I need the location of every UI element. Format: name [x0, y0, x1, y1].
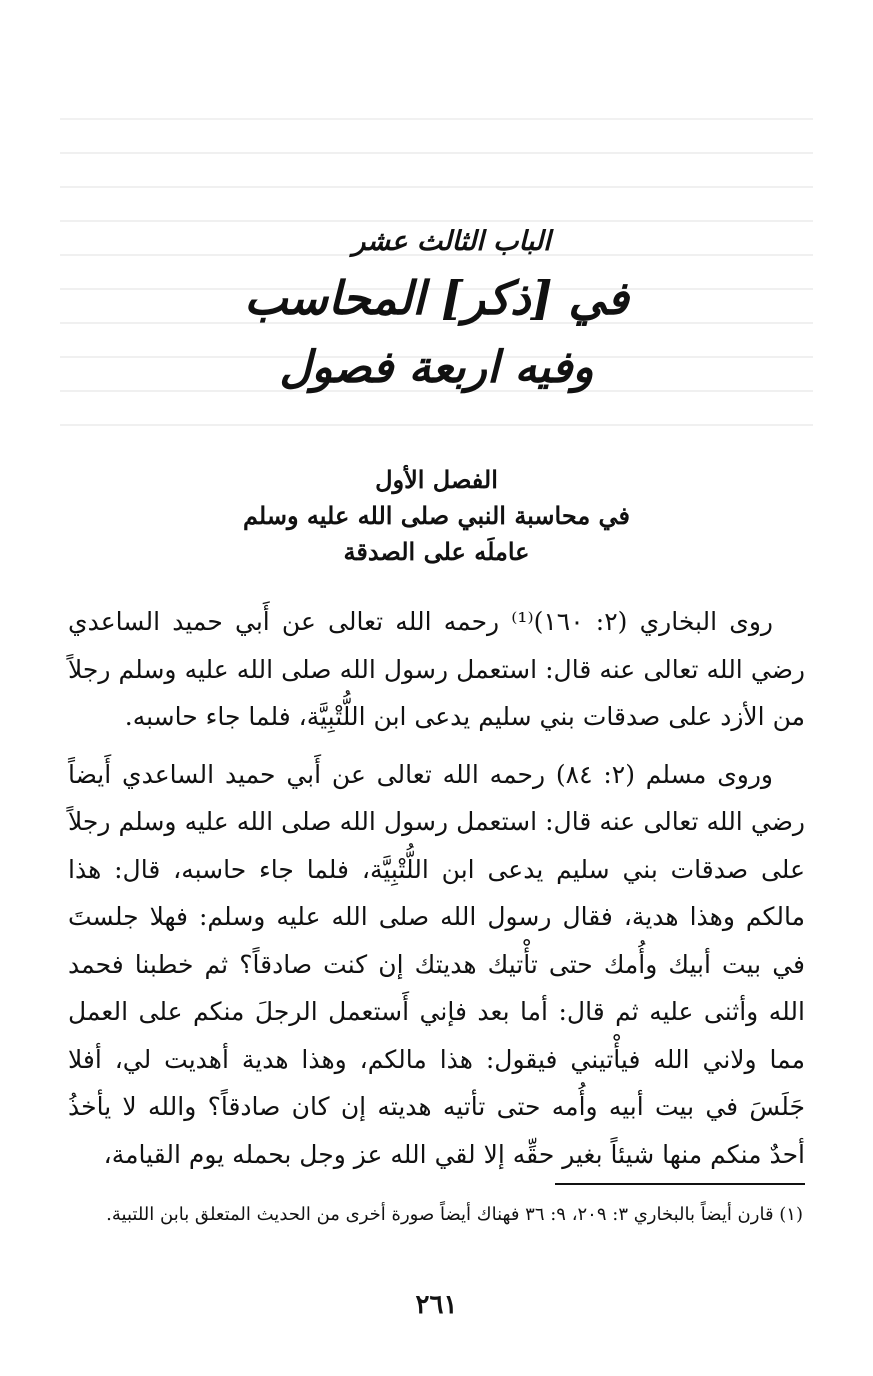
- section-heading: [0, 462, 873, 570]
- paragraph-muslim: وروى مسلم (٢: ٨٤) رحمه الله تعالى عن أَبي حميد الساعدي أَيضاً رضي الله تعالى عنه قال: استعمل رسول الله صلى الله عليه وسلم رجلاً على صدقات بني سليم يدعى ابن اللُّتْبِيَّة، فلما جاء حاسبه، قال: هذا مالكم وهذا هدية، فقال رسول الله صلى الله عليه وسلم: فهلا جلستَ في بيت أبيك وأُمك حتى تأْتيك هديتك إن كنت صادقاً؟ ثم خطبنا فحمد الله وأثنى عليه ثم قال: أما بعد فإني أَستعمل الرجلَ منكم على العمل مما ولاني الله فيأْتيني فيقول: هذا مالكم، وهذا هدية أهديت لي، أفلا جَلَسَ في بيت أبيه وأُمه حتى تأتيه هديته إن كان صادقاً؟ والله لا يأخذُ أحدٌ منكم منها شيئاً بغير حقِّه إلا لقي الله عز وجل بحمله يوم القيامة،: [68, 759, 805, 1169]
- section-label: الفصل الأول: [375, 465, 498, 494]
- chapter-subtitle: وفيه اربعة فصول: [279, 342, 594, 393]
- body-text: [68, 598, 805, 1178]
- section-title-line-2: عاملَه على الصدقة: [343, 537, 530, 566]
- chapter-title: في [ذكر] المحاسب: [244, 271, 629, 325]
- paragraph-bukhari: روى البخاري (٢: ١٦٠)⁽¹⁾ رحمه الله تعالى عن أَبي حميد الساعدي رضي الله تعالى عنه قال: استعمل رسول الله صلى الله عليه وسلم رجلاً من الأزد على صدقات بني سليم يدعى ابن اللُّتْبِيَّة، فلما جاء حاسبه.: [68, 607, 805, 731]
- chapter-heading: [0, 222, 873, 402]
- chapter-number: الباب الثالث عشر: [352, 226, 551, 257]
- section-title-line-1: في محاسبة النبي صلى الله عليه وسلم: [242, 501, 631, 530]
- footnote: (١) قارن أيضاً بالبخاري ٣: ٢٠٩، ٩: ٣٦ فهناك أيضاً صورة أخرى من الحديث المتعلق بابن اللتبية.: [106, 1204, 803, 1225]
- page-number: ٢٦١: [415, 1290, 458, 1320]
- footnote-separator: [555, 1183, 805, 1185]
